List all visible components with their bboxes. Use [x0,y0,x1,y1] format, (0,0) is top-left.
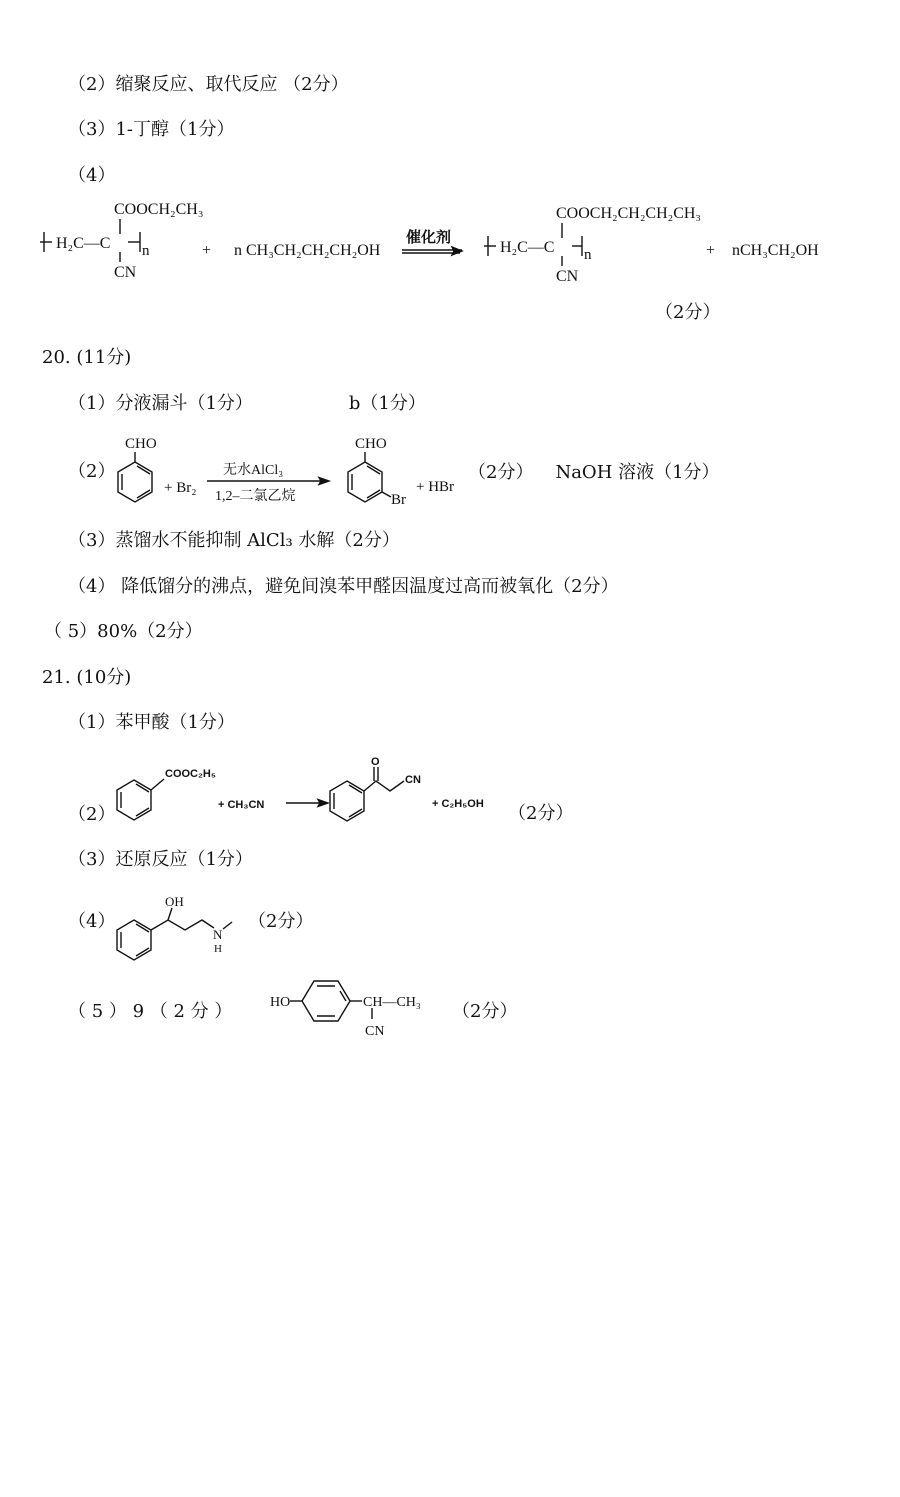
hydroxyl-bond [168,908,172,920]
methyl-bond [223,922,232,929]
product-chain: H₂C—C [500,239,555,256]
ethanol-product: + C₂H₅OH [432,798,484,810]
product-ester-group: COOCH₂CH₂CH₂CH₃ [556,205,701,222]
q19-part4-label: （4） [68,165,116,186]
q20-part5-line: （ 5）80%（2分） [44,621,203,642]
q21-part2-score: （2分） [508,803,574,824]
benzene-ring-5 [117,920,151,960]
q19-polymer-reaction [30,192,870,292]
q20-part2-score [468,462,720,484]
q20-part2-naoh: NaOH 溶液（1分） [555,462,720,483]
reactant-cn: CN [114,264,137,281]
q21-part2-label: （2） [68,804,116,825]
catalyst-label: 催化剂 [406,229,452,246]
product-n-subscript: n [584,247,592,263]
benzene-ring-3 [117,780,151,820]
keto-chain [364,781,404,791]
benzene-ring-2 [348,462,382,502]
condition-bottom: 1,2–二氯乙烷 [215,489,296,504]
q20-part3-line: （3）蒸馏水不能抑制 AlCl₃ 水解（2分） [68,530,400,551]
amine-n: N [213,927,223,942]
acetonitrile: + CH₃CN [218,799,265,811]
q21-part4-score: （2分） [248,911,314,932]
ch-ch3-label: CH—CH₃ [363,995,421,1010]
cho-label-1: CHO [125,436,157,452]
condition-top: 无水AlCl₃ [223,463,284,478]
ester-label: COOC₂H₅ [165,768,216,780]
carbonyl-oxygen: O [371,756,380,768]
q20-part4-line: （4） 降低馏分的沸点，避免间溴苯甲醛因温度过高而被氧化（2分） [68,576,619,597]
q20-header: 20. (11分) [42,347,132,368]
q21-part5-score: （2分） [452,1001,518,1022]
ho-label: HO [270,995,291,1010]
q21-part1-line: （1）苯甲酸（1分） [68,712,235,733]
q21-part5-line: （ 5 ） 9 （ 2 分 ） [68,1001,233,1022]
reaction-arrowhead [452,247,462,255]
hydroxyl-label: OH [165,894,184,909]
ethanol-byproduct: nCH₃CH₂OH [732,242,819,259]
q19-part2-line: （2）缩聚反应、取代反应 （2分） [68,74,349,95]
hbr-byproduct: + HBr [416,479,455,495]
benzene-ring-1 [118,462,152,502]
q20-part1-a: （1）分液漏斗（1分） [68,393,253,414]
propyl-chain [151,920,214,930]
benzene-ring-4 [330,781,364,821]
q21-hydroxyphenyl-nitrile-structure [268,975,448,1047]
plus-sign-2: + [706,242,716,259]
q21-amino-alcohol-structure [110,862,250,962]
br-bond [382,492,391,497]
q21-claisen-reaction [110,755,570,830]
reactant-ester-group: COOCH₂CH₃ [114,201,204,218]
plus-sign-1: + [202,242,212,259]
q21-part4-label: （4） [68,911,116,932]
benzene-ring-6 [302,981,350,1021]
condition-arrowhead [319,478,329,485]
amine-h: H [214,943,222,955]
q20-part1-line [68,393,426,415]
q21-part3-line: （3）还原反应（1分） [68,849,253,870]
br-label: Br [391,492,406,508]
nitrile-label: CN [405,774,421,786]
q21-header: 21. (10分) [42,667,132,688]
q20-part2-score-text: （2分） [468,462,534,483]
ester-bond [151,779,164,790]
product-cn: CN [556,268,579,285]
cn-label: CN [365,1024,385,1039]
q19-part4-score: （2分） [655,302,721,323]
q19-part3-line: （3）1-丁醇（1分） [68,119,235,140]
claisen-arrowhead [318,800,328,807]
q20-part1-b: b（1分） [348,393,426,414]
bromine-reagent: + Br₂ [164,480,197,496]
butanol: n CH₃CH₂CH₂CH₂OH [234,242,381,259]
q20-part2-label: （2） [68,461,116,482]
reactant-chain: H₂C—C [56,235,111,252]
cho-label-2: CHO [355,436,387,452]
reactant-n-subscript: n [142,243,150,259]
